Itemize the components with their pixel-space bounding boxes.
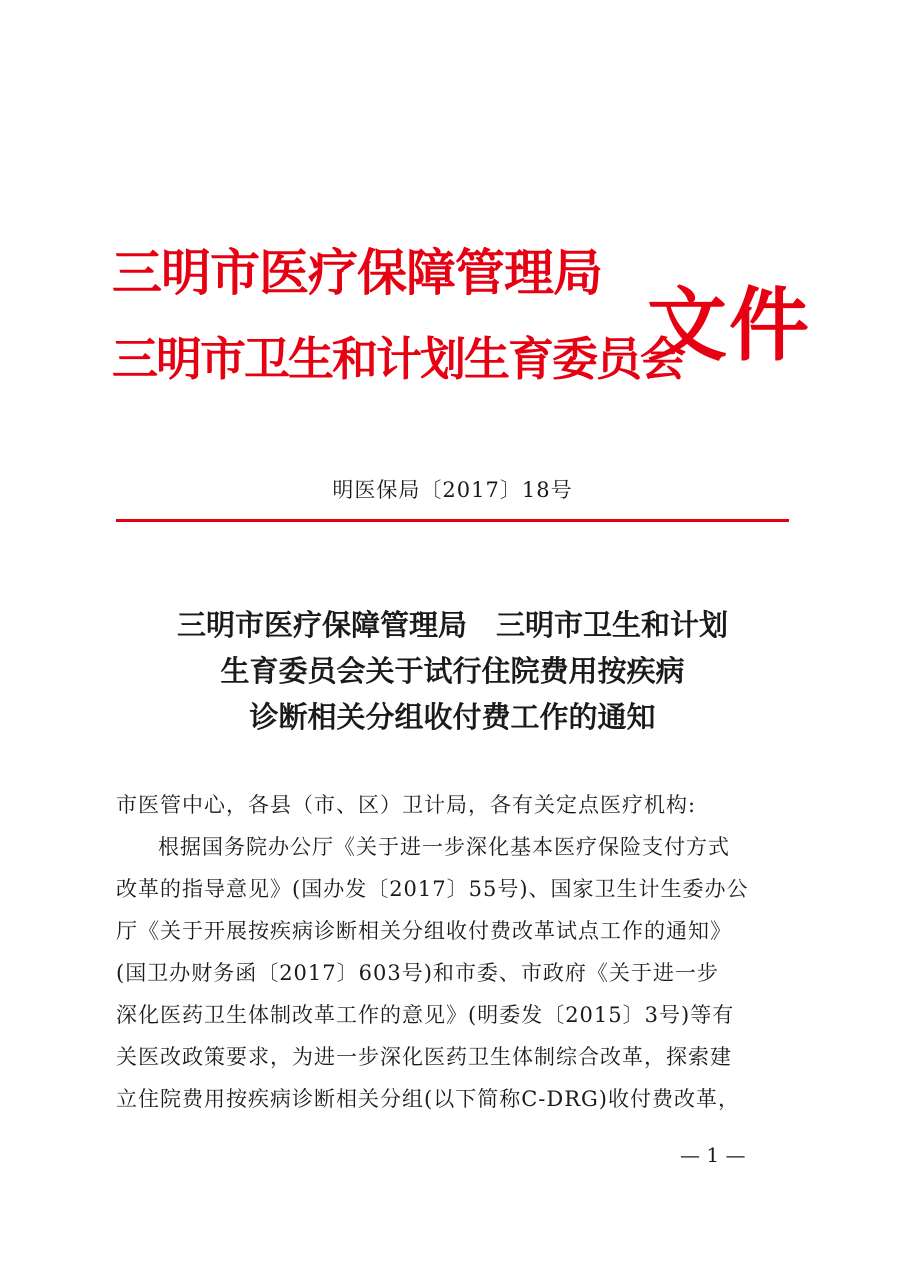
title-line: 三明市医疗保障管理局 三明市卫生和计划 <box>176 608 728 642</box>
document-title <box>0 602 905 740</box>
body-line: 立住院费用按疾病诊断相关分组(以下简称C-DRG)收付费改革， <box>116 1087 740 1111</box>
body-line: (国卫办财务函〔2017〕603号)和市委、市政府《关于进一步 <box>116 961 719 985</box>
document-label: 文件 <box>647 279 811 372</box>
body-line: 改革的指导意见》(国办发〔2017〕55号)、国家卫生计生委办公 <box>116 877 749 901</box>
addressee: 市医管中心，各县（市、区）卫计局，各有关定点医疗机构: <box>116 793 697 817</box>
body-line: 关医改政策要求，为进一步深化医药卫生体制综合改革，探索建 <box>116 1045 732 1069</box>
title-line: 生育委员会关于试行住院费用按疾病 <box>220 654 685 688</box>
document-header <box>112 238 811 418</box>
header-divider <box>116 519 789 522</box>
body-line: 厅《关于开展按疾病诊断相关分组收付费改革试点工作的通知》 <box>116 919 732 943</box>
body-line: 根据国务院办公厅《关于进一步深化基本医疗保险支付方式 <box>158 835 730 859</box>
issuer-name-health-commission: 三明市卫生和计划生育委员会 <box>112 332 684 386</box>
title-line: 诊断相关分组收付费工作的通知 <box>249 700 656 734</box>
page-number: — 1 — <box>680 1143 746 1167</box>
issuer-name-medical-insurance: 三明市医疗保障管理局 <box>112 244 602 302</box>
document-body <box>116 784 792 1120</box>
body-line: 深化医药卫生体制改革工作的意见》(明委发〔2015〕3号)等有 <box>116 1003 735 1027</box>
document-number: 明医保局〔2017〕18号 <box>332 478 573 502</box>
